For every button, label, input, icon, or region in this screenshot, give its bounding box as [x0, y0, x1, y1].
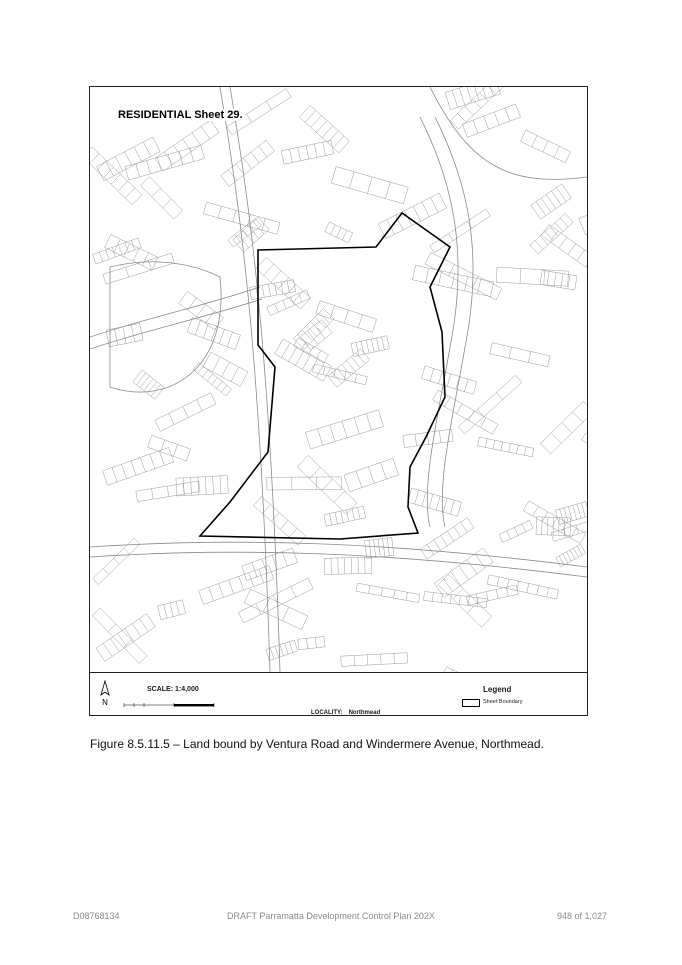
- lot-block: [266, 640, 298, 661]
- lot-block: [331, 167, 408, 204]
- lot-block: [316, 301, 377, 333]
- lot-block: [300, 320, 332, 350]
- document-id: D08768134: [73, 911, 120, 921]
- lot-block: [103, 448, 174, 486]
- lot-block: [203, 352, 248, 386]
- lot-block: [306, 410, 384, 449]
- lot-block: [420, 518, 474, 559]
- lot-block: [155, 393, 216, 432]
- lot-block: [244, 589, 308, 630]
- page-number: 948 of 1,027: [557, 911, 608, 921]
- lot-block: [199, 566, 274, 605]
- legend-title: Legend: [483, 685, 512, 694]
- lot-block: [298, 636, 325, 649]
- lot-block: [541, 225, 587, 274]
- lot-block: [300, 105, 350, 153]
- lot-block: [141, 177, 183, 219]
- lot-block: [158, 600, 186, 620]
- legend-item-sheet-boundary: Sheet Boundary: [483, 699, 523, 705]
- lot-block: [555, 502, 587, 525]
- lot-block: [187, 318, 240, 350]
- lot-block: [540, 270, 577, 290]
- lot-block: [462, 104, 520, 137]
- lot-block: [325, 222, 353, 243]
- lot-block: [521, 130, 571, 163]
- lot-block: [458, 375, 521, 434]
- lot-block: [193, 363, 232, 397]
- lot-block: [238, 578, 313, 623]
- lot-block: [356, 583, 420, 603]
- lot-block: [221, 140, 275, 186]
- lot-block: [413, 265, 494, 296]
- lot-block: [365, 537, 394, 558]
- lot-block: [499, 520, 533, 542]
- lot-block: [125, 145, 205, 180]
- lot-block: [421, 366, 477, 394]
- lot-block: [450, 87, 510, 129]
- plan-title: DRAFT Parramatta Development Control Plan 202X: [227, 911, 435, 921]
- lot-block: [344, 458, 399, 492]
- lot-block: [466, 585, 518, 605]
- sheet-boundary-outline: [200, 213, 450, 539]
- lot-block: [425, 252, 502, 300]
- lot-block: [324, 506, 366, 526]
- lot-block: [324, 557, 372, 574]
- lot-block: [93, 238, 142, 264]
- cadastral-map: [90, 87, 587, 672]
- scale-bar-icon: [120, 697, 250, 711]
- lot-block: [297, 455, 357, 514]
- map-footer: [90, 672, 587, 716]
- sheet-title: RESIDENTIAL Sheet 29.: [118, 109, 243, 121]
- lot-block: [256, 257, 310, 309]
- lot-block: [179, 291, 224, 330]
- lot-block: [341, 653, 408, 667]
- figure-caption: Figure 8.5.11.5 – Land bound by Ventura Road and Windermere Avenue, Northmead.: [90, 737, 544, 751]
- lot-block: [155, 120, 219, 171]
- lot-block: [523, 501, 586, 544]
- lot-block: [176, 476, 228, 497]
- lot-block: [530, 214, 573, 254]
- north-arrow-icon: [96, 679, 114, 709]
- lot-block: [408, 488, 462, 516]
- lot-block: [136, 481, 200, 502]
- lot-block: [293, 309, 334, 350]
- lot-block: [97, 137, 161, 181]
- locality-label: LOCALITY:: [311, 710, 343, 716]
- lot-block: [267, 477, 342, 490]
- lot-block: [478, 437, 534, 457]
- lot-block: [433, 390, 498, 434]
- lot-block: [540, 401, 587, 454]
- locality-value: Northmead: [348, 710, 381, 716]
- locality-line: [311, 710, 380, 716]
- lot-block: [267, 290, 310, 316]
- lot-block: [281, 140, 334, 164]
- lot-block: [536, 517, 571, 536]
- lot-block: [96, 614, 156, 662]
- sheet-boundary-swatch: [462, 699, 480, 707]
- lot-block: [106, 323, 143, 346]
- lot-block: [579, 196, 587, 235]
- lot-block: [496, 267, 568, 286]
- lot-block: [133, 370, 164, 399]
- lot-block: [430, 209, 491, 253]
- north-label: N: [102, 698, 108, 707]
- lot-block: [490, 343, 550, 367]
- scale-label: SCALE: 1:4,000: [147, 686, 199, 693]
- lot-boundaries: [90, 87, 587, 672]
- lot-block: [581, 433, 587, 463]
- map-figure: [89, 86, 588, 716]
- lot-block: [90, 147, 142, 205]
